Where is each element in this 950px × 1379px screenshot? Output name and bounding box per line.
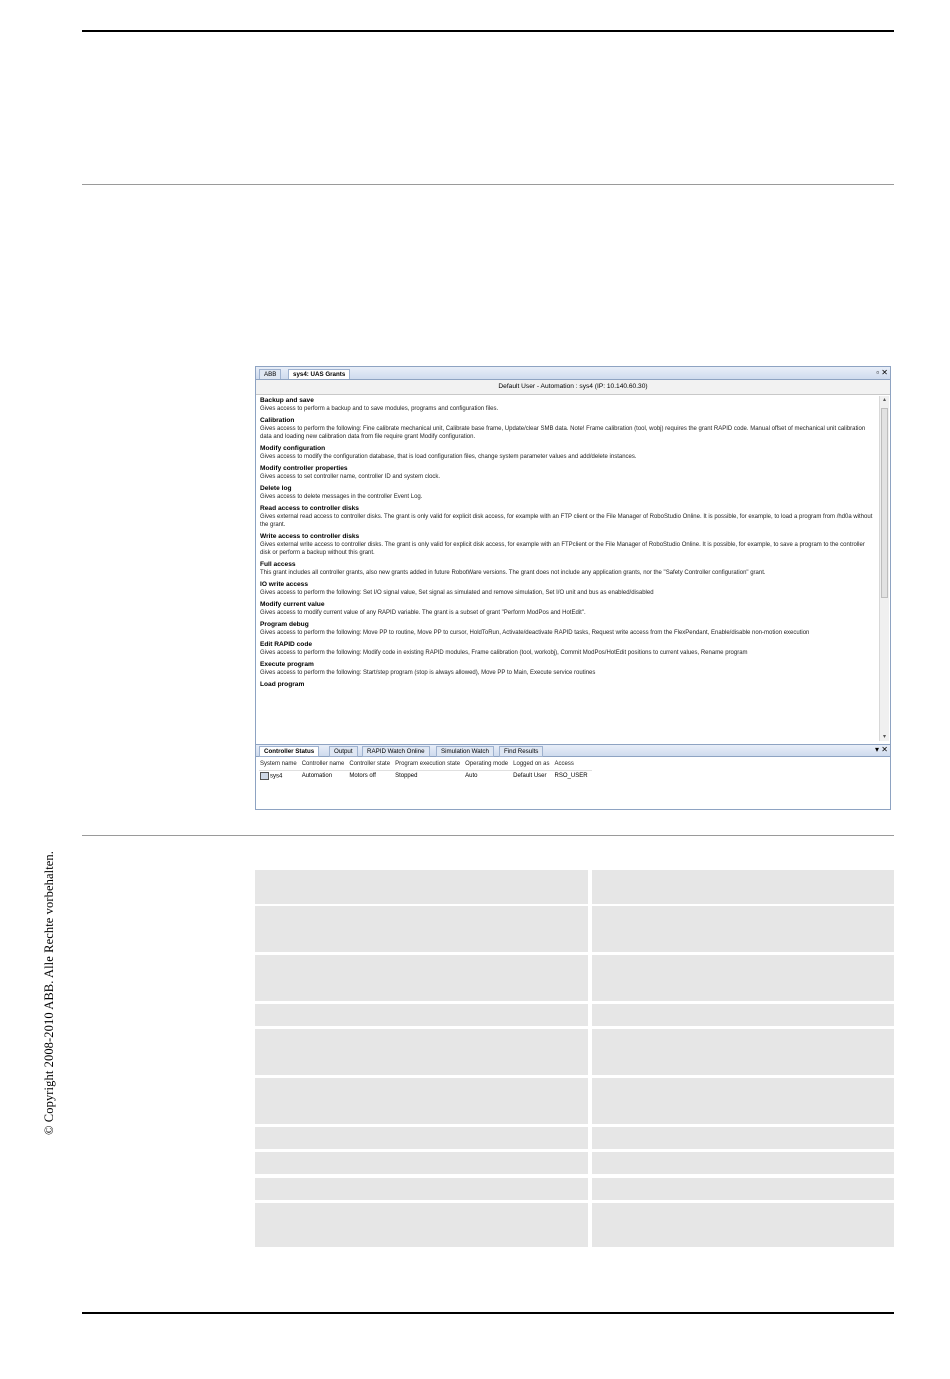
table-cell-left bbox=[255, 1152, 588, 1174]
scroll-down-icon[interactable]: ▾ bbox=[882, 734, 886, 740]
col-access: Access bbox=[554, 759, 592, 771]
grant-item[interactable] bbox=[260, 581, 874, 597]
grant-item[interactable] bbox=[260, 533, 874, 557]
tab-find-results[interactable]: Find Results bbox=[499, 746, 543, 757]
tab-output[interactable]: Output bbox=[329, 746, 358, 757]
col-system-name: System name bbox=[259, 759, 301, 771]
cell-logged-on-as: Default User bbox=[513, 773, 547, 780]
grant-description: Gives access to perform the following: Set I/O signal value, Set signal as simulated and remove simulation, Set I/O unit and bus as enabled/disabled bbox=[260, 590, 654, 596]
controller-status-table bbox=[259, 759, 592, 783]
grant-item[interactable] bbox=[260, 681, 874, 689]
grant-title: Load program bbox=[260, 681, 305, 688]
table-cell-right bbox=[592, 1152, 894, 1174]
tab-simulation-watch[interactable]: Simulation Watch bbox=[436, 746, 494, 757]
copyright-notice: © Copyright 2008-2010 ABB. Alle Rechte vorbehalten. bbox=[42, 851, 56, 1136]
table-cell-left bbox=[255, 1078, 588, 1124]
grant-description: Gives access to perform the following: Fine calibrate mechanical unit, Calibrate base frame, Update/clear SMB data. Note! Frame calibration (tool, wobj) requires the grant RAPID code. Manual offset of mechanical unit calibration data and loading new calibration data from file require grant Modify configuration. bbox=[260, 426, 866, 440]
grant-description: Gives access to set controller name, controller ID and system clock. bbox=[260, 474, 441, 480]
table-cell-left bbox=[255, 1127, 588, 1149]
grant-item[interactable] bbox=[260, 417, 874, 441]
table-cell-left bbox=[255, 1203, 588, 1247]
col-logged-on-as: Logged on as bbox=[512, 759, 553, 771]
grants-list bbox=[260, 397, 874, 741]
grant-item[interactable] bbox=[260, 445, 874, 461]
grant-description: Gives access to perform the following: Start/step program (stop is always allowed), Move PP to Main, Execute service routines bbox=[260, 670, 596, 676]
bottom-tab-bar bbox=[256, 745, 890, 757]
table-cell-right bbox=[592, 1178, 894, 1200]
grant-item[interactable] bbox=[260, 397, 874, 413]
table-cell-left bbox=[255, 1178, 588, 1200]
cell-program-execution-state: Stopped bbox=[395, 773, 418, 780]
grant-description: Gives access to perform the following: Modify code in existing RAPID modules, Frame calibration (tool, workobj), Commit ModPos/HotEdit positions to current values, Rename program bbox=[260, 650, 748, 656]
table-cell-left bbox=[255, 870, 588, 904]
grant-item[interactable] bbox=[260, 505, 874, 529]
table-cell-right bbox=[592, 1004, 894, 1026]
window-controls[interactable]: ▫ ✕ bbox=[876, 368, 888, 377]
grant-description: Gives access to perform the following: Move PP to routine, Move PP to cursor, HoldToRun, Activate/deactivate RAPID tasks, Request write access from the FlexPendant, Enable/disable non-motion execution bbox=[260, 630, 810, 636]
grant-item[interactable] bbox=[260, 621, 874, 637]
tab-uas-grants[interactable]: sys4: UAS Grants bbox=[288, 369, 350, 379]
table-cell-left bbox=[255, 1004, 588, 1026]
cell-access: RSO_USER bbox=[554, 773, 588, 780]
grant-title: Modify controller properties bbox=[260, 465, 348, 472]
scroll-up-icon[interactable]: ▴ bbox=[882, 397, 886, 403]
grant-title: Delete log bbox=[260, 485, 292, 492]
grant-title: Modify configuration bbox=[260, 445, 326, 452]
grant-item[interactable] bbox=[260, 641, 874, 657]
section-rule-1 bbox=[82, 184, 894, 185]
table-cell-right bbox=[592, 1203, 894, 1247]
controller-status-panel bbox=[256, 744, 890, 810]
cell-operating-mode: Auto bbox=[465, 773, 478, 780]
controller-icon bbox=[260, 772, 269, 780]
grant-item[interactable] bbox=[260, 661, 874, 677]
section-rule-2 bbox=[82, 835, 894, 836]
uas-grants-window bbox=[255, 366, 891, 810]
table-header-row bbox=[259, 759, 592, 771]
table-cell-left bbox=[255, 906, 588, 952]
grant-title: Modify current value bbox=[260, 601, 325, 608]
col-controller-name: Controller name bbox=[301, 759, 349, 771]
table-cell-right bbox=[592, 906, 894, 952]
grant-title: Backup and save bbox=[260, 397, 314, 404]
grant-title: Read access to controller disks bbox=[260, 505, 359, 512]
grant-description: Gives external write access to controller disks. The grant is only valid for explicit disk access, for example with an FTPclient or the File Manager of RoboStudio Online. It is possible, for example, to save a program to the controller disk or perform a backup without this grant. bbox=[260, 542, 865, 556]
table-cell-right bbox=[592, 1127, 894, 1149]
grant-item[interactable] bbox=[260, 601, 874, 617]
col-operating-mode: Operating mode bbox=[464, 759, 512, 771]
table-cell-right bbox=[592, 1029, 894, 1075]
grant-title: Calibration bbox=[260, 417, 295, 424]
tab-rapid-watch-online[interactable]: RAPID Watch Online bbox=[362, 746, 430, 757]
grant-title: Full access bbox=[260, 561, 296, 568]
grant-description: Gives access to delete messages in the controller Event Log. bbox=[260, 494, 423, 500]
cell-controller-name: Automation bbox=[301, 773, 333, 780]
vertical-scrollbar[interactable] bbox=[879, 396, 889, 741]
document-tab-bar bbox=[256, 367, 890, 380]
table-cell-right bbox=[592, 870, 894, 904]
cell-controller-state: Motors off bbox=[349, 773, 376, 780]
grant-title: Execute program bbox=[260, 661, 314, 668]
grant-item[interactable] bbox=[260, 561, 874, 577]
panel-controls[interactable]: ▾ ✕ bbox=[875, 745, 888, 754]
bottom-rule bbox=[82, 1312, 894, 1314]
tab-controller-status[interactable]: Controller Status bbox=[259, 746, 319, 757]
table-cell-right bbox=[592, 1078, 894, 1124]
grant-description: Gives access to modify current value of any RAPID variable. The grant is a subset of grant "Perform ModPos and HotEdit". bbox=[260, 610, 586, 616]
cell-system-name bbox=[259, 771, 301, 783]
grant-description: Gives access to perform a backup and to save modules, programs and configuration files. bbox=[260, 406, 499, 412]
user-header: Default User - Automation : sys4 (IP: 10.140.60.30) bbox=[256, 380, 890, 395]
table-cell-right bbox=[592, 955, 894, 1001]
grant-item[interactable] bbox=[260, 485, 874, 501]
col-controller-state: Controller state bbox=[348, 759, 394, 771]
grant-description: Gives access to modify the configuration database, that is load configuration files, change system parameter values and add/delete instances. bbox=[260, 454, 637, 460]
table-cell-left bbox=[255, 955, 588, 1001]
scroll-thumb[interactable] bbox=[881, 408, 888, 598]
grant-title: Program debug bbox=[260, 621, 309, 628]
grant-title: Write access to controller disks bbox=[260, 533, 360, 540]
grant-item[interactable] bbox=[260, 465, 874, 481]
grant-title: IO write access bbox=[260, 581, 309, 588]
grant-description: This grant includes all controller grants, also new grants added in future RobotWare versions. The grant does not include any application grants, nor the "Safety Controller configuration" grant. bbox=[260, 570, 766, 576]
grant-title: Edit RAPID code bbox=[260, 641, 313, 648]
grant-description: Gives external read access to controller disks. The grant is only valid for explicit disk access, for example with an FTP client or the File Manager of RoboStudio Online. It is possible, for example, to load a program from /hd0a without the grant. bbox=[260, 514, 873, 528]
table-cell-left bbox=[255, 1029, 588, 1075]
table-row[interactable] bbox=[259, 771, 592, 783]
col-program-execution-state: Program execution state bbox=[394, 759, 464, 771]
top-rule bbox=[82, 30, 894, 32]
tab-abb[interactable]: ABB bbox=[259, 369, 281, 379]
cell-system-name-text: sys4 bbox=[270, 773, 283, 780]
